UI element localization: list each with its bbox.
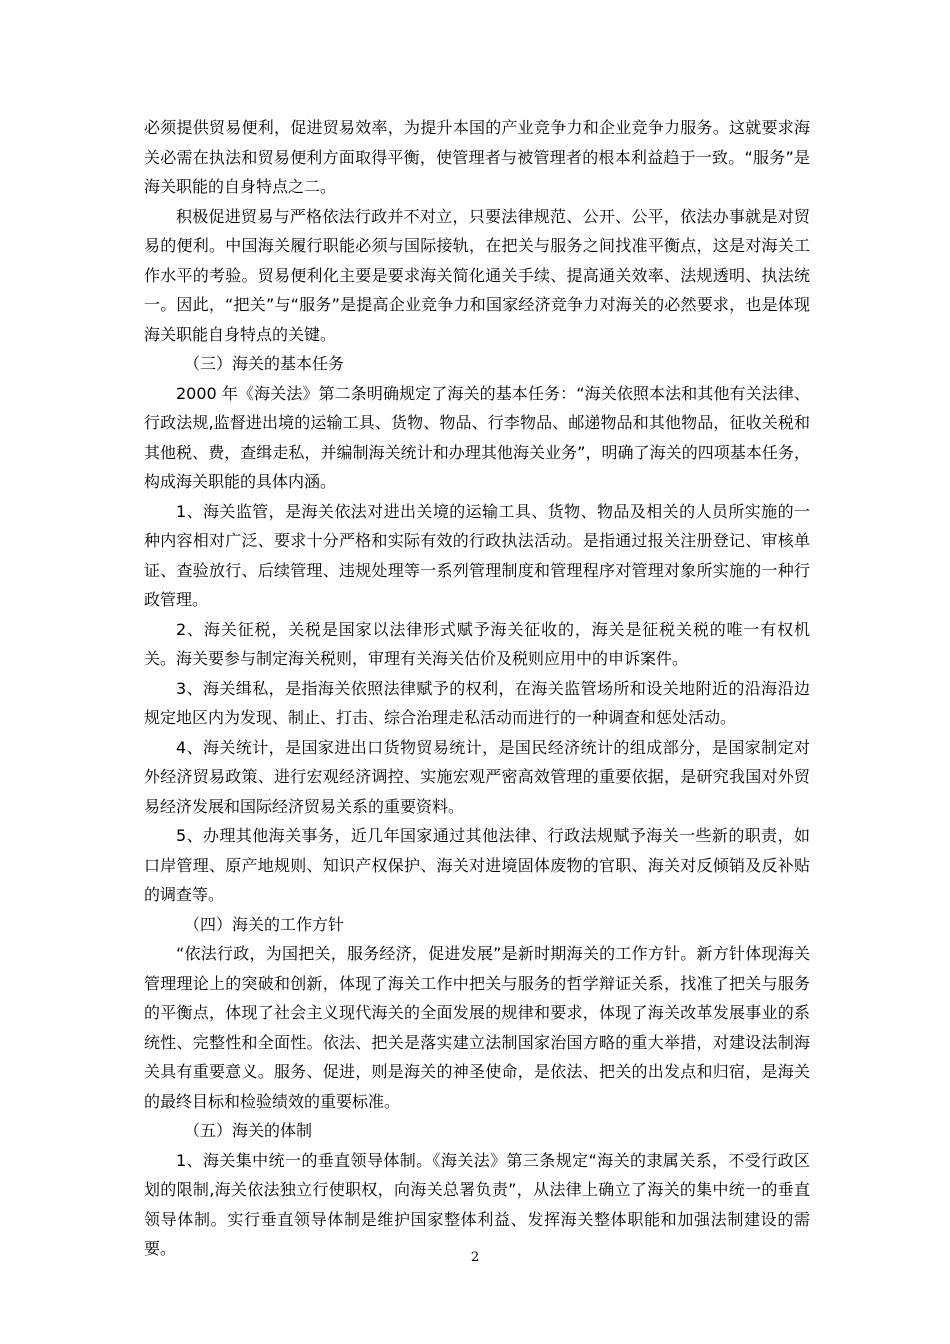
section-heading-system: （五）海关的体制 xyxy=(184,1121,313,1140)
paragraph-customs-statistics: 4、海关统计，是国家进出口货物贸易统计，是国民经济统计的组成部分，是国家制定对外经济贸易政策、进行宏观经济调控、实施宏观严密高效管理的重要依据，是研究我国对外贸易经济发展和国际经济贸易关系的重要资料。 xyxy=(144,737,810,816)
section-heading-basic-tasks: （三）海关的基本任务 xyxy=(184,354,345,373)
paragraph-other-affairs: 5、办理其他海关事务，近几年国家通过其他法律、行政法规赋予海关一些新的职责，如口岸管理、原产地规则、知识产权保护、海关对进境固体废物的官职、海关对反倾销及反补贴的调查等。 xyxy=(144,826,810,904)
paragraph-customs-law-article-2: 2000 年《海关法》第二条明确规定了海关的基本任务：“海关依照本法和其他有关法律、行政法规,监督进出境的运输工具、货物、物品、行李物品、邮递物品和其他物品，征收关税和其他税、费，查缉走私，并编制海关统计和办理其他海关业务”，明确了海关的四项基本任务，构成海关职能的具体内涵。 xyxy=(144,383,810,491)
paragraph-anti-smuggling: 3、海关缉私，是指海关依照法律赋予的权利，在海关监管场所和设关地附近的沿海沿边规定地区内为发现、制止、打击、综合治理走私活动而进行的一种调查和惩处活动。 xyxy=(144,678,810,727)
section-heading-work-policy: （四）海关的工作方针 xyxy=(184,914,345,934)
paragraph-trade-facilitation: 积极促进贸易与严格依法行政并不对立，只要法律规范、公开、公平，依法办事就是对贸易的便利。中国海关履行职能必须与国际接轨，在把关与服务之间找准平衡点，这是对海关工作水平的考验。贸易便利化主要是要求海关简化通关手续、提高通关效率、法规透明、执法统一。因此，“把关”与“服务”是提高企业竞争力和国家经济竞争力对海关的必然要求，也是体现海关职能自身特点的关键。 xyxy=(144,206,810,344)
paragraph-customs-supervision: 1、海关监管，是海关依法对进出关境的运输工具、货物、物品及相关的人员所实施的一种内容相对广泛、要求十分严格和实际有效的行政执法活动。是指通过报关注册登记、审核单证、查验放行、后续管理、违规处理等一系列管理制度和管理程序对管理对象所实施的一种行政管理。 xyxy=(144,501,810,609)
page-number: 2 xyxy=(470,1250,480,1265)
document-body xyxy=(144,113,810,1264)
paragraph-vertical-leadership: 1、海关集中统一的垂直领导体制。《海关法》第三条规定“海关的隶属关系，不受行政区划的限制,海关依法独立行使职权，向海关总署负责”，从法律上确立了海关的集中统一的垂直领导体制。实行垂直领导体制是维护国家整体利益、发挥海关整体职能和加强法制建设的需要。 xyxy=(144,1150,810,1258)
paragraph-customs-taxation: 2、海关征税，关税是国家以法律形式赋予海关征收的，海关是征税关税的唯一有权机关。海关要参与制定海关税则，审理有关海关估价及税则应用中的申诉案件。 xyxy=(144,619,810,668)
paragraph-service-feature: 必须提供贸易便利，促进贸易效率，为提升本国的产业竞争力和企业竞争力服务。这就要求海关必需在执法和贸易便利方面取得平衡，使管理者与被管理者的根本利益趋于一致。“服务”是海关职能的自身特点之二。 xyxy=(144,118,810,196)
paragraph-work-policy: “依法行政，为国把关，服务经济，促进发展”是新时期海关的工作方针。新方针体现海关管理理论上的突破和创新，体现了海关工作中把关与服务的哲学辩证关系，找准了把关与服务的平衡点，体现了社会主义现代海关的全面发展的规律和要求，体现了海关改革发展事业的系统性、完整性和全面性。依法、把关是落实建立法制国家治国方略的重大举措，对建设法制海关具有重要意义。服务、促进，则是海关的神圣使命，是依法、把关的出发点和归宿，是海关的最终目标和检验绩效的重要标准。 xyxy=(144,944,810,1111)
